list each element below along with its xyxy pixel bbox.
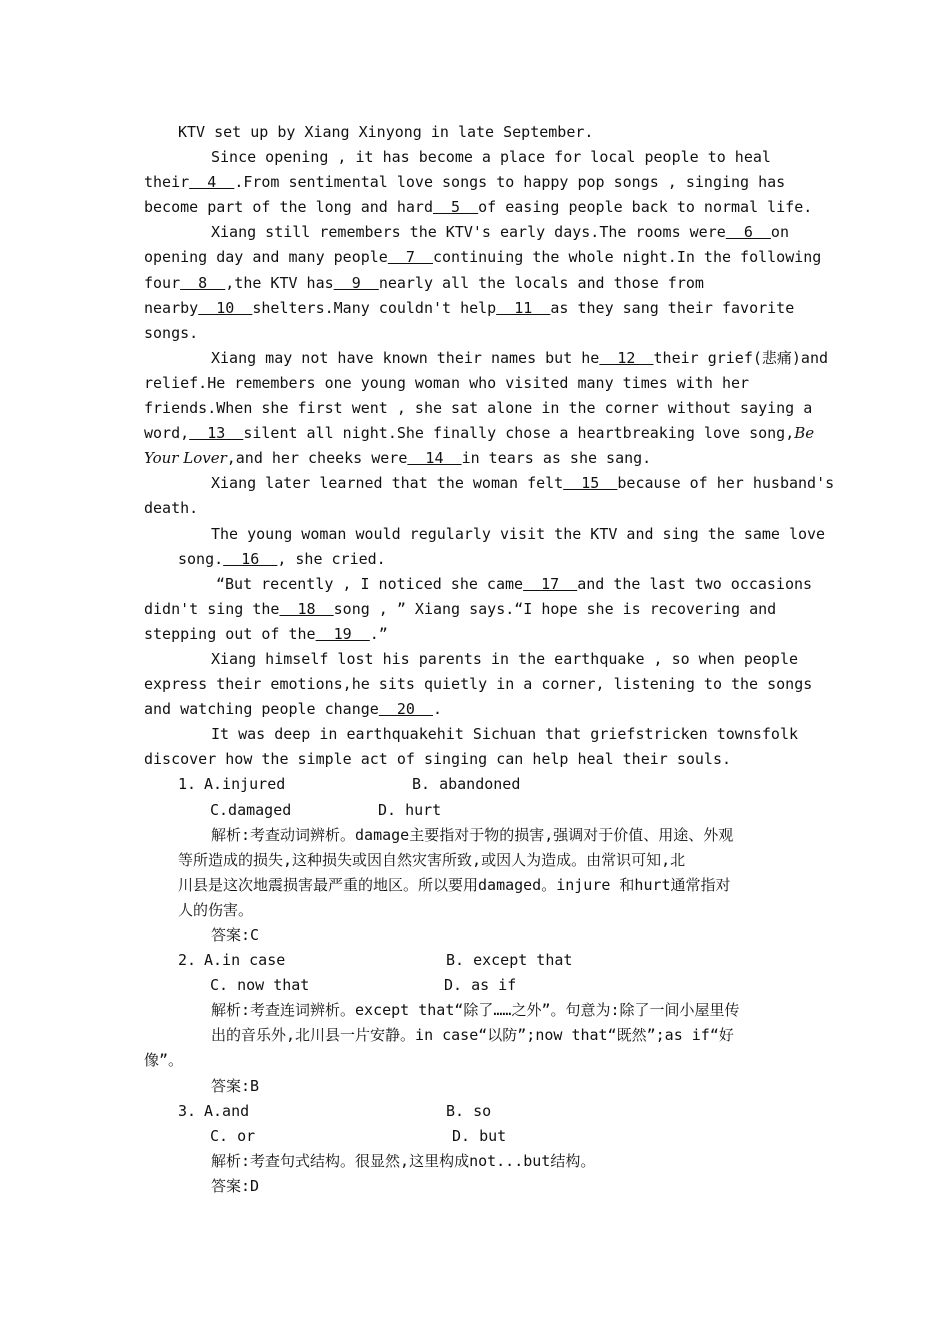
explanation-line: 解析:考查连词辨析。except that“除了……之外”。句意为:除了一间小屋里传 (211, 1001, 740, 1020)
blank-7: 7 (387, 248, 433, 267)
option-a: A.in case (204, 951, 286, 970)
blank-10: 10 (198, 298, 253, 317)
question-options-row (144, 798, 808, 823)
explanation-line: 解析:考查句式结构。很显然,这里构成not...but结构。 (211, 1151, 596, 1170)
passage-line: songs. (144, 323, 199, 342)
blank-15: 15 (563, 474, 618, 493)
blank-9: 9 (333, 273, 379, 292)
option-d: D. but (452, 1126, 507, 1145)
question-2 (144, 948, 808, 1099)
option-c: C. or (210, 1126, 256, 1145)
option-c: C.damaged (210, 800, 292, 819)
option-b: B. so (446, 1101, 492, 1120)
passage-line: discover how the simple act of singing can help heal their souls. (144, 750, 731, 769)
blank-20: 20 (378, 700, 433, 719)
passage-line: didn't sing the 18 song , ” Xiang says.“I hope she is recovering and (144, 599, 777, 618)
blank-4: 4 (189, 173, 235, 192)
question-number: 2. (178, 951, 197, 970)
blank-14: 14 (407, 449, 462, 468)
answer-line: 答案:B (211, 1076, 260, 1095)
answer-line: 答案:C (211, 926, 260, 944)
passage-line: become part of the long and hard 5 of easing people back to normal life. (144, 198, 813, 217)
question-number: 1. (178, 775, 197, 794)
option-b: B. abandoned (412, 775, 521, 794)
passage-line: word, 13 silent all night.She finally chose a heartbreaking love song,Be (144, 424, 815, 443)
passage-line: opening day and many people 7 continuing the whole night.In the following (144, 248, 822, 267)
passage-line: Your Lover,and her cheeks were 14 in tears as she sang. (144, 449, 652, 468)
blank-12: 12 (599, 348, 654, 367)
passage-line: KTV set up by Xiang Xinyong in late September. (178, 123, 594, 141)
blank-17: 17 (523, 574, 578, 593)
passage-line: four 8 ,the KTV has 9 nearly all the locals and those from (144, 273, 704, 292)
passage-line: Xiang later learned that the woman felt 15 because of her husband's (211, 474, 835, 493)
blank-6: 6 (725, 223, 771, 242)
answer-line: 答案:D (211, 1176, 260, 1195)
document-body (144, 120, 835, 1199)
question-options-row (144, 948, 808, 973)
passage-line: their 4 .From sentimental love songs to happy pop songs , singing has (144, 173, 786, 192)
passage-line: “But recently , I noticed she came 17 and the last two occasions (216, 574, 813, 593)
option-a: A.and (204, 1101, 250, 1120)
question-options-row (144, 973, 808, 998)
passage-line: song. 16 , she cried. (178, 549, 386, 568)
explanation-line: 像”。 (144, 1051, 184, 1070)
option-b: B. except that (446, 951, 573, 970)
passage-line: death. (144, 499, 199, 518)
question-options-row (144, 1099, 808, 1124)
passage-line: Xiang himself lost his parents in the earthquake , so when people (211, 649, 798, 668)
blank-11: 11 (496, 298, 551, 317)
option-c: C. now that (210, 976, 310, 995)
question-options-row (144, 772, 808, 797)
blank-16: 16 (223, 549, 278, 568)
passage-line: nearby 10 shelters.Many couldn't help 11 as they sang their favorite (144, 298, 795, 317)
blank-5: 5 (432, 198, 479, 217)
passage-line: friends.When she first went , she sat alone in the corner without saying a (144, 399, 813, 418)
option-d: D. hurt (378, 800, 442, 819)
song-title: Be (794, 424, 815, 443)
explanation-line: 川县是这次地震损害最严重的地区。所以要用damaged。injure 和hurt通常指对 (178, 875, 731, 894)
passage-line: and watching people change 20 . (144, 700, 443, 719)
passage-line: Since opening , it has become a place for local people to heal (211, 148, 771, 167)
song-title: Your Lover (144, 449, 227, 468)
question-3 (144, 1099, 808, 1199)
passage-line: Xiang still remembers the KTV's early days.The rooms were 6 on (211, 223, 789, 242)
blank-8: 8 (180, 273, 226, 292)
passage-line: It was deep in earthquakehit Sichuan that griefstricken townsfolk (211, 725, 798, 744)
explanation-line: 人的伤害。 (178, 900, 254, 919)
option-d: D. as if (444, 976, 517, 995)
blank-18: 18 (279, 599, 334, 618)
passage-line: Xiang may not have known their names but he 12 their grief(悲痛)and (211, 348, 829, 367)
passage-line: stepping out of the 19 .” (144, 624, 388, 643)
passage-line: express their emotions,he sits quietly in a corner, listening to the songs (144, 675, 813, 694)
cloze-passage (144, 120, 835, 772)
blank-13: 13 (189, 424, 244, 443)
option-a: A.injured (204, 775, 286, 794)
passage-line: relief.He remembers one young woman who visited many times with her (144, 373, 750, 392)
passage-line: The young woman would regularly visit the KTV and sing the same love (211, 524, 826, 543)
question-1 (144, 772, 808, 948)
explanation-line: 解析:考查动词辨析。damage主要指对于物的损害,强调对于价值、用途、外观 (211, 825, 734, 844)
explanation-line: 等所造成的损失,这种损失或因自然灾害所致,或因人为造成。由常识可知,北 (178, 850, 686, 869)
question-number: 3. (178, 1101, 197, 1120)
explanation-line: 出的音乐外,北川县一片安静。in case“以防”;now that“既然”;as if“好 (211, 1026, 734, 1045)
question-options-row (144, 1124, 808, 1149)
blank-19: 19 (315, 624, 370, 643)
